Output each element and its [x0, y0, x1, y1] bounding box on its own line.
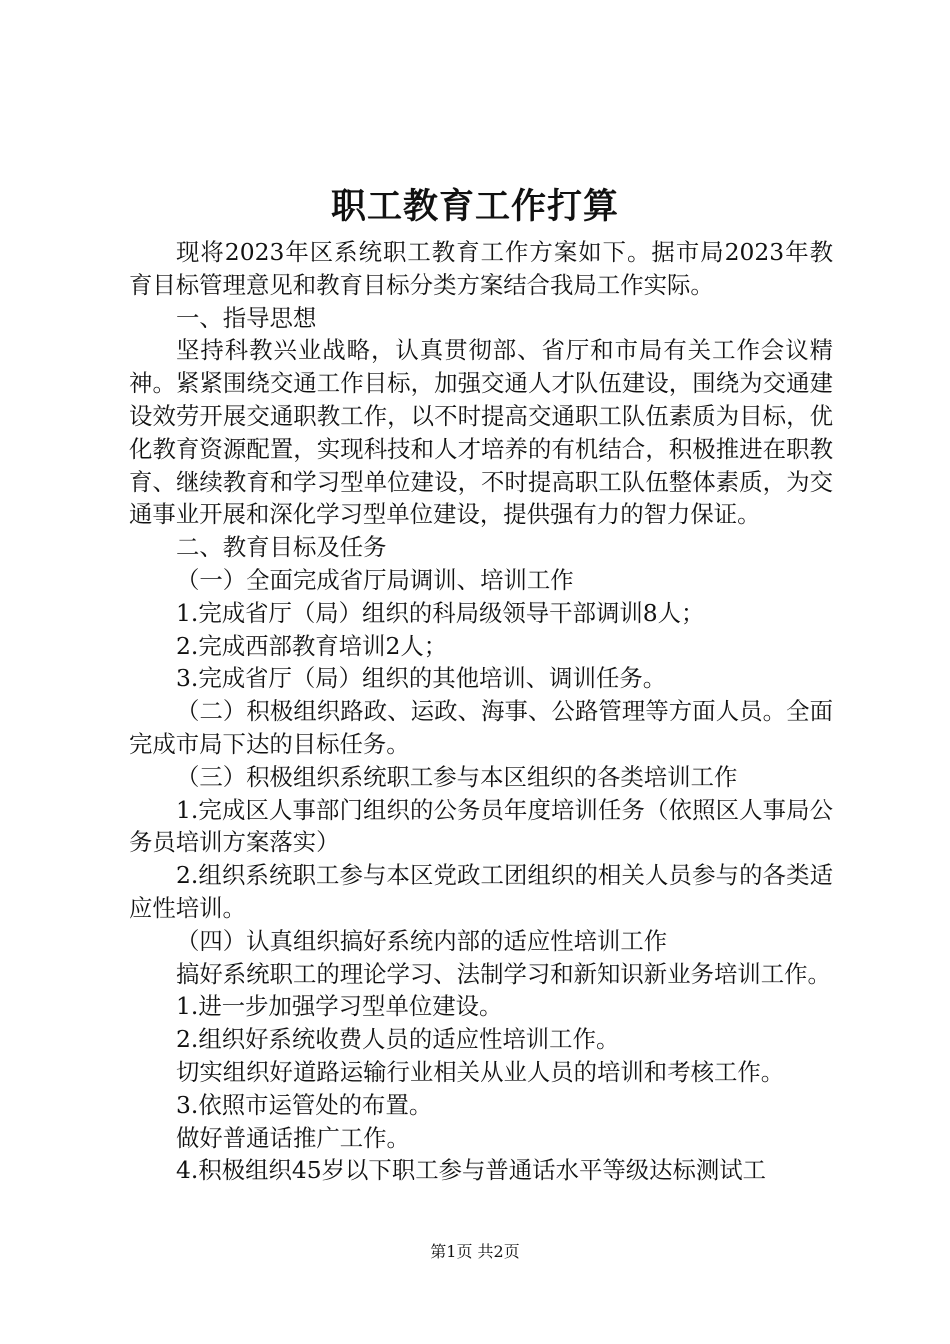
subsection-heading-1: （一）全面完成省厅局调训、培训工作 — [176, 565, 574, 594]
list-item: 2.组织好系统收费人员的适应性培训工作。 — [176, 1025, 620, 1054]
list-item: 1.进一步加强学习型单位建设。 — [176, 992, 503, 1021]
intro-paragraph: 现将2023年区系统职工教育工作方案如下。据市局2023年教育目标管理意见和教育目标分类方案结合我局工作实际。 — [129, 238, 833, 299]
section-heading-goals: 二、教育目标及任务 — [176, 533, 387, 562]
guiding-thought-paragraph: 坚持科教兴业战略，认真贯彻部、省厅和市局有关工作会议精神。紧紧围绕交通工作目标，加强交通人才队伍建设，围绕为交通建设效劳开展交通职教工作，以不时提高交通职工队伍素质为目标，优化教育资源配置，实现科技和人才培养的有机结合，积极推进在职教育、继续教育和学习型单位建设，不时提高职工队伍整体素质，为交通事业开展和深化学习型单位建设，提供强有力的智力保证。 — [129, 336, 833, 529]
subsection-heading-4: （四）认真组织搞好系统内部的适应性培训工作 — [176, 926, 668, 955]
body-paragraph: 切实组织好道路运输行业相关从业人员的培训和考核工作。 — [176, 1057, 785, 1086]
page-title: 职工教育工作打算 — [330, 186, 619, 227]
list-item: 3.完成省厅（局）组织的其他培训、调训任务。 — [176, 664, 667, 693]
list-item: 1.完成省厅（局）组织的科局级领导干部调训8人； — [176, 598, 705, 627]
list-item: 2.完成西部教育培训2人； — [176, 631, 448, 660]
list-item: 2.组织系统职工参与本区党政工团组织的相关人员参与的各类适应性培训。 — [129, 861, 833, 922]
list-item: 1.完成区人事部门组织的公务员年度培训任务（依照区人事局公务员培训方案落实） — [129, 795, 833, 857]
document-body — [129, 236, 833, 1187]
body-paragraph: 做好普通话推广工作。 — [176, 1123, 410, 1152]
section-heading-guiding-thought: 一、指导思想 — [176, 303, 317, 332]
page-footer: 第1页 共2页 — [430, 1242, 520, 1261]
body-paragraph: 搞好系统职工的理论学习、法制学习和新知识新业务培训工作。 — [176, 959, 831, 988]
subsection-heading-3: （三）积极组织系统职工参与本区组织的各类培训工作 — [176, 762, 738, 791]
subsection-heading-2: （二）积极组织路政、运政、海事、公路管理等方面人员。全面完成市局下达的目标任务。 — [129, 697, 833, 758]
list-item: 3.依照市运管处的布置。 — [176, 1090, 433, 1119]
list-item: 4.积极组织45岁以下职工参与普通话水平等级达标测试工 — [176, 1156, 767, 1185]
